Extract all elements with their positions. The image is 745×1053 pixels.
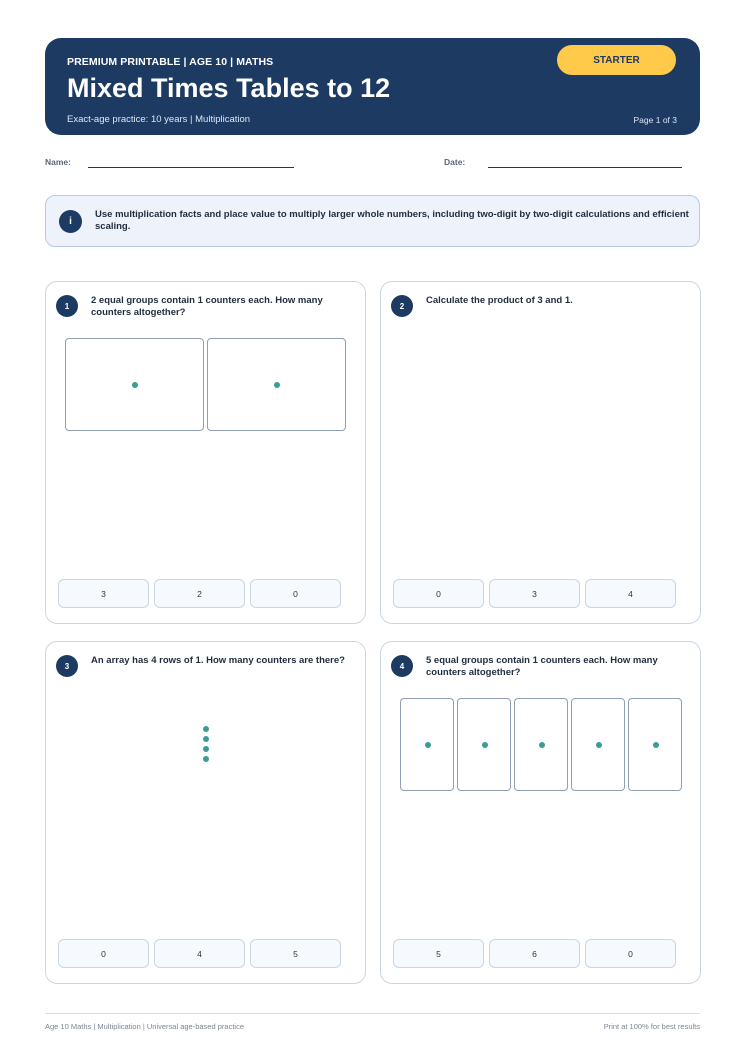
question-text: 2 equal groups contain 1 counters each. How many counters altogether? <box>91 295 323 318</box>
answer-option[interactable]: 2 <box>154 579 245 608</box>
answer-option[interactable]: 0 <box>250 579 341 608</box>
group-box <box>514 698 568 791</box>
question-card-2 <box>380 281 701 624</box>
question-number: 4 <box>391 655 413 677</box>
counter-dot <box>425 742 431 748</box>
footer-divider <box>45 1013 700 1014</box>
array-counter <box>203 756 209 762</box>
answer-option[interactable]: 5 <box>393 939 484 968</box>
answer-option[interactable]: 3 <box>489 579 580 608</box>
question-number: 2 <box>391 295 413 317</box>
footer-left-text: Age 10 Maths | Multiplication | Universal age-based practice <box>45 1022 244 1031</box>
group-box <box>457 698 511 791</box>
group-box <box>400 698 454 791</box>
answer-option[interactable]: 0 <box>585 939 676 968</box>
group-box <box>65 338 204 431</box>
group-box <box>628 698 682 791</box>
counter-dot <box>132 382 138 388</box>
answer-option[interactable]: 5 <box>250 939 341 968</box>
name-label: Name: <box>45 157 71 167</box>
header-eyebrow: PREMIUM PRINTABLE | AGE 10 | MATHS <box>67 56 274 68</box>
info-icon: i <box>59 210 82 233</box>
answer-option[interactable]: 6 <box>489 939 580 968</box>
question-text: An array has 4 rows of 1. How many counters are there? <box>91 655 345 666</box>
date-label: Date: <box>444 157 466 167</box>
counter-dot <box>274 382 280 388</box>
group-box <box>571 698 625 791</box>
name-field[interactable] <box>88 167 294 168</box>
group-box <box>207 338 346 431</box>
counter-dot <box>653 742 659 748</box>
question-text: Calculate the product of 3 and 1. <box>426 295 573 306</box>
page-title: Mixed Times Tables to 12 <box>67 73 391 103</box>
date-field[interactable] <box>488 167 682 168</box>
array-counter <box>203 736 209 742</box>
question-card-3 <box>45 641 366 984</box>
question-number: 3 <box>56 655 78 677</box>
answer-option[interactable]: 4 <box>585 579 676 608</box>
counter-dot <box>482 742 488 748</box>
counter-dot <box>596 742 602 748</box>
question-card-4 <box>380 641 701 984</box>
question-number: 1 <box>56 295 78 317</box>
question-card-1 <box>45 281 366 624</box>
array-counter <box>203 746 209 752</box>
array-counter <box>203 726 209 732</box>
counter-dot <box>539 742 545 748</box>
answer-option[interactable]: 0 <box>393 579 484 608</box>
instructions-banner <box>45 195 700 247</box>
answer-option[interactable]: 4 <box>154 939 245 968</box>
footer-right-text: Print at 100% for best results <box>603 1022 700 1031</box>
instructions-text: Use multiplication facts and place value to multiply larger whole numbers, including two-digit by two-digit calculations and efficient scaling. <box>95 209 689 233</box>
level-badge: STARTER <box>557 45 676 75</box>
worksheet-header <box>45 38 700 135</box>
answer-option[interactable]: 3 <box>58 579 149 608</box>
question-text: 5 equal groups contain 1 counters each. How many counters altogether? <box>426 655 658 678</box>
answer-option[interactable]: 0 <box>58 939 149 968</box>
page-indicator: Page 1 of 3 <box>633 115 677 125</box>
header-subtitle: Exact-age practice: 10 years | Multiplication <box>67 114 251 125</box>
